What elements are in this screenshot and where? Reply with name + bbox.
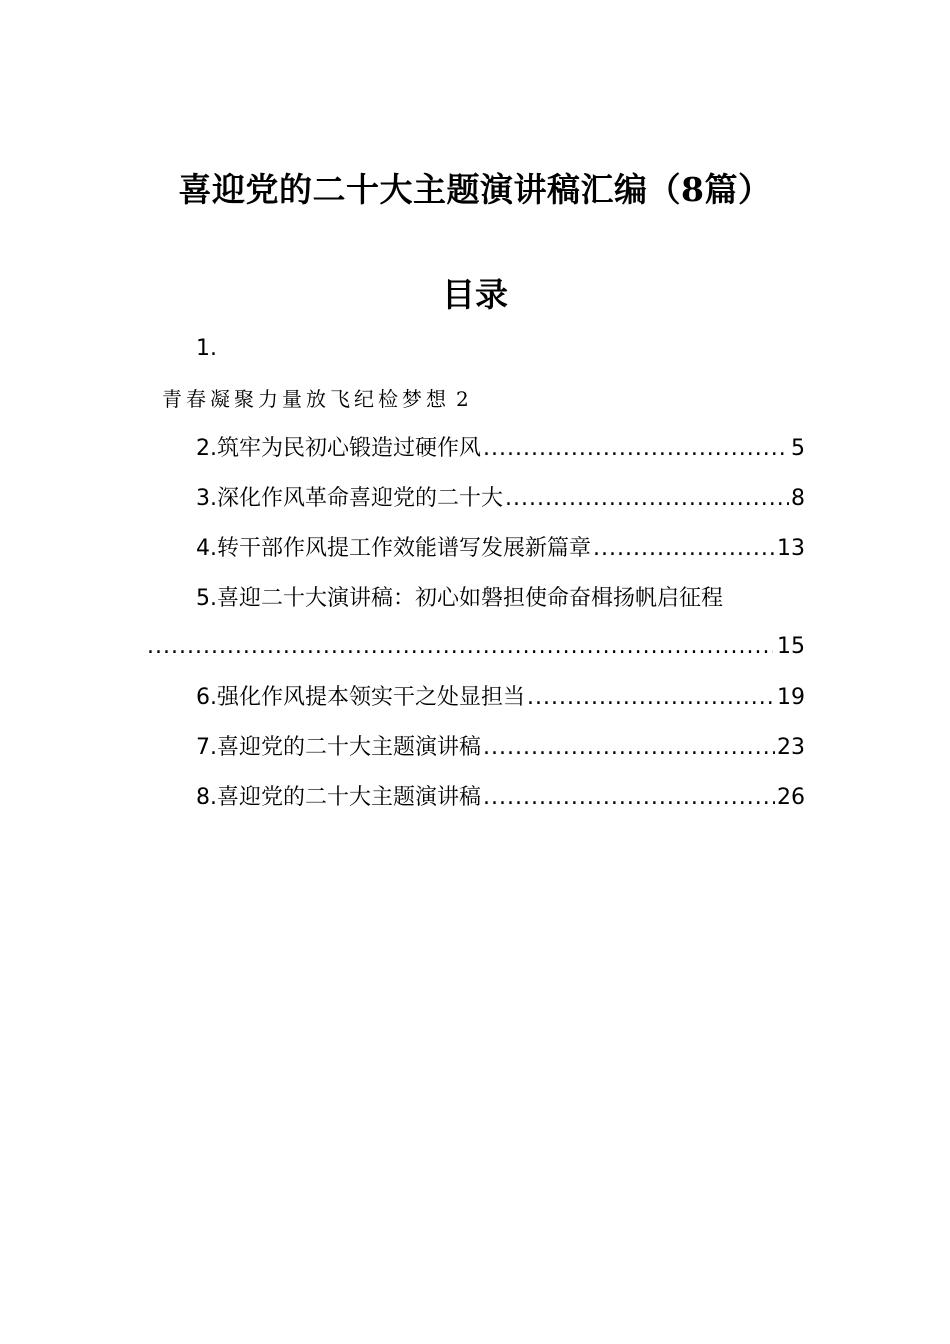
toc-leader-dots: [483, 434, 789, 464]
toc-entry-page: 26: [777, 785, 805, 810]
toc-entry-label: 4.转干部作风提工作效能谱写发展新篇章: [196, 536, 591, 561]
toc-entry-label: 2.筑牢为民初心锻造过硬作风: [196, 436, 481, 461]
toc-entry-page: 23: [777, 735, 805, 760]
toc-entry-2[interactable]: [196, 434, 805, 464]
toc-leader-dots: [505, 484, 789, 514]
toc-entry-6[interactable]: [196, 683, 805, 713]
toc-entry-label: 3.深化作风革命喜迎党的二十大: [196, 486, 503, 511]
toc-leader-dots: [527, 683, 775, 713]
toc-leader-dots: [483, 783, 775, 813]
toc-entry-1-number[interactable]: 1.: [196, 336, 217, 361]
toc-entry-3[interactable]: [196, 484, 805, 514]
toc-leader-dots: [483, 733, 775, 763]
toc-entry-label: 7.喜迎党的二十大主题演讲稿: [196, 735, 481, 760]
toc-entry-8[interactable]: [196, 783, 805, 813]
toc-entry-5-continuation[interactable]: [147, 632, 805, 662]
toc-entry-5[interactable]: 5.喜迎二十大演讲稿：初心如磐担使命奋楫扬帆启征程: [196, 586, 723, 611]
toc-entry-label: 6.强化作风提本领实干之处显担当: [196, 685, 525, 710]
toc-entry-1[interactable]: [162, 384, 469, 414]
toc-entry-label: 8.喜迎党的二十大主题演讲稿: [196, 785, 481, 810]
toc-leader-dots: [147, 632, 773, 662]
toc-heading: 目录: [442, 275, 508, 314]
toc-leader-dots: [593, 534, 775, 564]
toc-entry-page: 13: [777, 536, 805, 561]
toc-entry-page: 8: [791, 486, 805, 511]
toc-entry-4[interactable]: [196, 534, 805, 564]
document-title: 喜迎党的二十大主题演讲稿汇编（8篇）: [178, 170, 772, 209]
toc-entry-page: 5: [791, 436, 805, 461]
toc-entry-page: 19: [777, 685, 805, 710]
toc-entry-1-label: 青春凝聚力量放飞纪检梦想: [162, 387, 450, 411]
toc-entry-7[interactable]: [196, 733, 805, 763]
toc-entry-page: 15: [777, 634, 805, 659]
toc-entry-1-page: 2: [456, 387, 469, 411]
